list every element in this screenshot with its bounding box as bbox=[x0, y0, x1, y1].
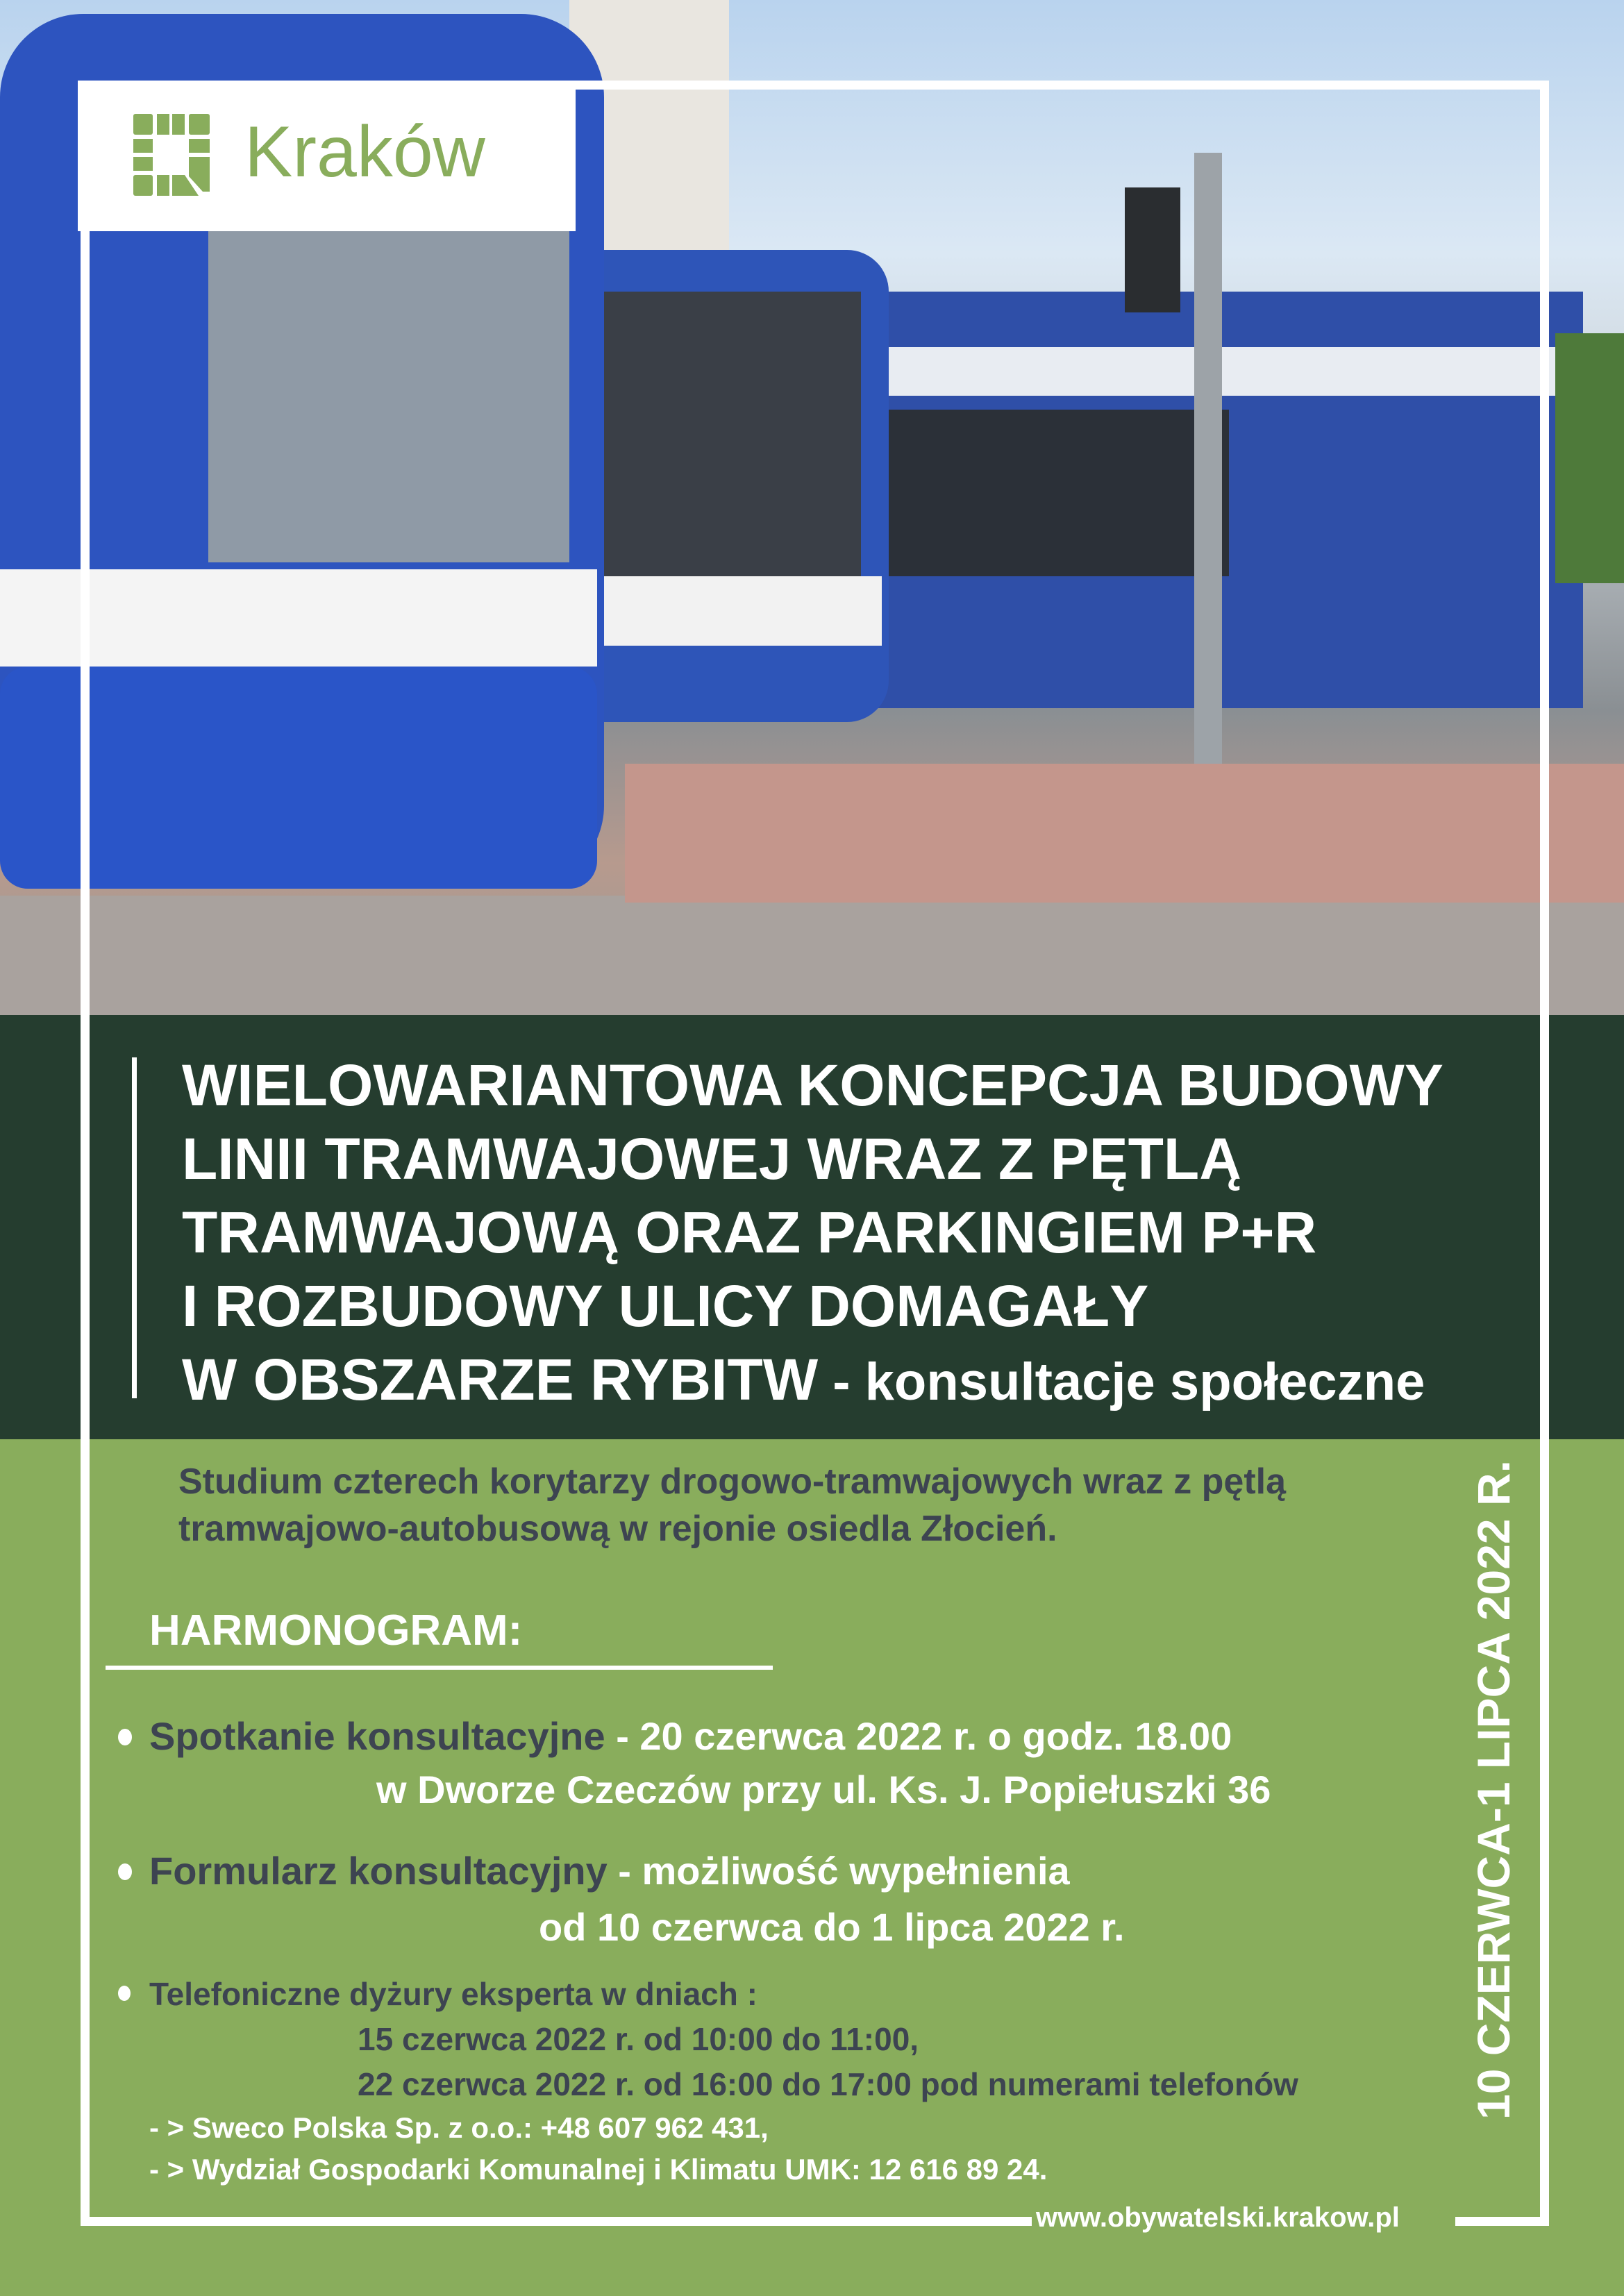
schedule-heading: HARMONOGRAM: bbox=[149, 1607, 523, 1654]
item-line2: od 10 czerwca do 1 lipca 2022 r. bbox=[539, 1905, 1125, 1949]
contact-line: - > Wydział Gospodarki Komunalnej i Klimatu UMK: 12 616 89 24. bbox=[149, 2153, 1048, 2186]
title-line-bold: W OBSZARZE RYBITW bbox=[182, 1347, 819, 1412]
frame-left bbox=[81, 81, 90, 2226]
contact-line: - > Sweco Polska Sp. z o.o.: +48 607 962 431, bbox=[149, 2111, 769, 2144]
title-suffix: - konsultacje społeczne bbox=[818, 1352, 1425, 1411]
item-label: Spotkanie konsultacyjne bbox=[149, 1714, 605, 1758]
frame-right bbox=[1540, 81, 1549, 2226]
subtitle-line: tramwajowo-autobusową w rejonie osiedla Złocień. bbox=[178, 1509, 1057, 1549]
title-line: LINII TRAMWAJOWEJ WRAZ Z PĘTLĄ bbox=[182, 1126, 1241, 1191]
frame-bottom-left bbox=[81, 2217, 1032, 2226]
item-text: - możliwość wypełnienia bbox=[607, 1849, 1070, 1893]
title-accent-bar bbox=[132, 1057, 137, 1398]
item-line2: w Dworze Czeczów przy ul. Ks. J. Popiełuszki 36 bbox=[376, 1768, 1271, 1811]
bullet-icon bbox=[118, 1863, 132, 1880]
phone-date-line: 15 czerwca 2022 r. od 10:00 do 11:00, bbox=[358, 2021, 919, 2057]
schedule-item-form bbox=[149, 1848, 1070, 1893]
bullet-icon bbox=[118, 1729, 132, 1745]
title-line: I ROZBUDOWY ULICY DOMAGAŁY bbox=[182, 1273, 1149, 1339]
heading-underline bbox=[106, 1666, 773, 1670]
frame-bottom-right bbox=[1455, 2217, 1549, 2226]
phone-date-line: 22 czerwca 2022 r. od 16:00 do 17:00 pod numerami telefonów bbox=[358, 2066, 1298, 2102]
schedule-item-meeting bbox=[149, 1713, 1232, 1759]
krakow-city-logo-icon bbox=[133, 114, 217, 197]
bullet-icon bbox=[118, 1986, 131, 2001]
consultation-dates-vertical: 10 CZERWCA-1 LIPCA 2022 R. bbox=[1468, 1460, 1519, 2120]
phone-dates bbox=[358, 2017, 1298, 2107]
item-label: Formularz konsultacyjny bbox=[149, 1849, 608, 1893]
title-line: TRAMWAJOWĄ ORAZ PARKINGIEM P+R bbox=[182, 1200, 1317, 1265]
schedule-item-phone: Telefoniczne dyżury eksperta w dniach : bbox=[149, 1976, 757, 2012]
logo-wordmark: Kraków bbox=[244, 112, 485, 192]
logo-box bbox=[78, 81, 576, 231]
title-line: WIELOWARIANTOWA KONCEPCJA BUDOWY bbox=[182, 1053, 1443, 1118]
contacts bbox=[149, 2107, 1047, 2190]
main-title bbox=[182, 1048, 1443, 1419]
subtitle bbox=[178, 1458, 1286, 1552]
website-link[interactable]: www.obywatelski.krakow.pl bbox=[1036, 2202, 1400, 2233]
item-text: - 20 czerwca 2022 r. o godz. 18.00 bbox=[605, 1714, 1232, 1758]
title-line bbox=[182, 1343, 1443, 1419]
subtitle-line: Studium czterech korytarzy drogowo-tramwajowych wraz z pętlą bbox=[178, 1461, 1287, 1502]
